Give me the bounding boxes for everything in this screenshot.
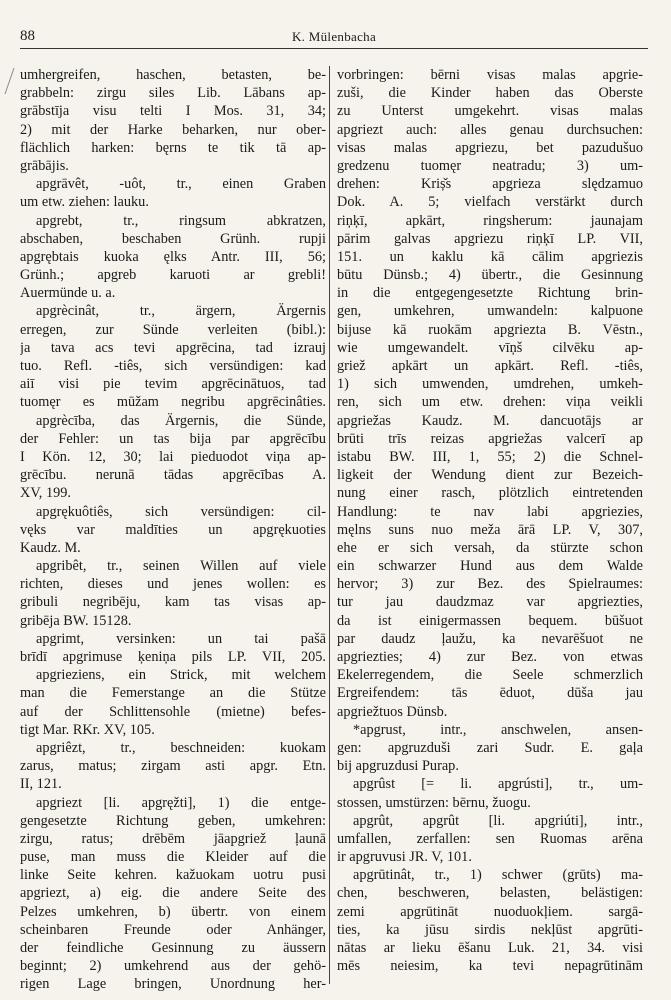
text-line: auf der Schlittensohle (mietne) befes- xyxy=(20,703,326,720)
text-line: 151. un kaklu kā cālim apgriezis xyxy=(337,248,643,265)
text-line: der feindliche Gesinnung zu äussern xyxy=(20,940,326,956)
text-line: flächlich harken: bęrns te tik tā ap- xyxy=(20,139,326,156)
text-line: drehen: Kriș̌s apgrieza slędzamuo xyxy=(337,176,643,193)
text-line: grābstīja visu telti I Mos. 31, 34; xyxy=(20,103,326,120)
text-line: apgribêt, tr., seinen Willen auf viele xyxy=(36,558,326,575)
text-line: da ist einigermassen bequem. būšuot xyxy=(337,612,643,629)
running-title: K. Mülenbacha xyxy=(291,29,377,44)
text-line: 2) mit der Harke beharken, nur ober- xyxy=(20,121,326,138)
left-column xyxy=(20,66,326,994)
text-line: apgriezt, a) eig. die andere Seite des xyxy=(20,885,326,902)
text-line: apgriêzt, tr., beschneiden: kuokam xyxy=(36,739,326,756)
text-line: Ekelerregendem, die Seele schmerzlich xyxy=(337,667,643,684)
text-line: Grünh.; apgreb karuoti ar grebli! xyxy=(20,267,326,284)
text-line: mēs neiesim, ka tevi nepagrūtinām xyxy=(337,958,643,975)
margin-pencil-mark xyxy=(2,66,16,96)
text-line: apgrebt, tr., ringsum abkratzen, xyxy=(36,212,326,229)
text-line: gribuli negribēju, kam tas visas ap- xyxy=(20,594,326,611)
text-line: tuo. Refl. -tiês, sich versündigen: kad xyxy=(20,358,326,374)
text-line: Handlung: te nav labi apgriezies, xyxy=(337,503,643,520)
text-line: brīdī apgrimuse ķeniņa pils LP. VII, 205. xyxy=(20,649,326,665)
text-line: zarus, matus; zirgam asti apgr. Etn. xyxy=(20,758,326,775)
text-line: II, 121. xyxy=(20,776,62,793)
text-line: zemi apgrūtināt nuoduokļiem. sargā- xyxy=(337,903,643,920)
text-line: stossen, umstürzen: bērnu, žuogu. xyxy=(337,794,531,811)
text-line: gengesetzte Richtung geben, umkehren: xyxy=(20,812,326,829)
text-line: vęks var maldīties un apgrękuoties xyxy=(20,521,326,538)
text-line: man die Femerstange an die Stütze xyxy=(20,685,326,702)
text-line: Pelzes umkehren, b) übertr. von einem xyxy=(20,903,326,920)
text-line: ehe er sich versah, da stürzte schon xyxy=(337,539,643,556)
text-line: abschaben, beschaben Grünh. rupji xyxy=(20,230,326,247)
text-line: apgrècība, das Ärgernis, die Sünde, xyxy=(36,412,326,429)
text-line: der Fehler: un tas bija par apgrēcību xyxy=(20,430,326,447)
text-line: vorbringen: bērni visas malas apgrie- xyxy=(337,67,643,83)
text-line: grābājis. xyxy=(20,157,69,174)
text-line: scheinbaren Freunde oder Anhänger, xyxy=(20,921,326,938)
text-line: Auermünde u. a. xyxy=(20,285,116,302)
text-line: ja tava acs tevi apgrēcina, tad izrauj xyxy=(20,339,326,356)
text-line: tur jau daudzmaz var apgriezties, xyxy=(337,594,643,611)
text-line: būtu Dünsb.; 4) übertr., die Gesinnung xyxy=(337,267,643,284)
text-line: erregen, zur Sünde verleiten (bibl.): xyxy=(20,321,326,338)
text-line: zuši, die Kinder haben das Oberste xyxy=(337,85,643,102)
text-line: umhergreifen, haschen, betasten, be- xyxy=(20,67,326,83)
text-line: wie umgewandelt. vīņš cilvēku ap- xyxy=(337,339,643,356)
text-line: rigen Lage bringen, Unordnung her- xyxy=(20,976,326,993)
text-line: zu Unterst umgekehrt. visas malas xyxy=(337,103,643,120)
text-line: visas malas apgriezu, bet pazudušuo xyxy=(337,139,643,156)
text-line: tigt Mar. RKr. XV, 105. xyxy=(20,721,155,738)
text-line: griež apkārt un apkārt. Refl. -tiês, xyxy=(337,358,643,374)
text-line: apgrimt, versinken: un tai pašā xyxy=(36,630,326,647)
text-line: nātas ar lieku ēšanu Luk. 21, 34. visi xyxy=(337,940,643,956)
column-divider xyxy=(329,66,330,984)
text-line: apgrût, apgrût [li. apgriúti], intr., xyxy=(353,812,643,829)
text-line: ein schwarzer Hund aus dem Walde xyxy=(337,558,643,575)
text-line: zirgu, ratus; drēbēm jāapgriež ļaunā xyxy=(20,830,326,847)
text-line: chen, beschweren, belasten, belästigen: xyxy=(337,885,643,902)
text-line: ties, ka jūsu sirdis nekļūst apgrūti- xyxy=(337,921,643,938)
text-line: apgrûst [= li. apgrústi], tr., um- xyxy=(353,776,643,793)
text-line: Dok. A. 5; vielfach verstärkt durch xyxy=(337,194,643,211)
text-line: istabu BW. III, 1, 55; 2) die Schnel- xyxy=(337,448,643,465)
text-line: Ergreifendem: tās ēduot, dūša jau xyxy=(337,685,643,702)
text-line: Kaudz. M. xyxy=(20,539,81,556)
text-line: apgriežas Kaudz. M. dancuotājs ar xyxy=(337,412,643,429)
text-line: męlns suns nuo meža ārā LP. V, 307, xyxy=(337,521,643,538)
text-line: bij apgruzdusi Purap. xyxy=(337,758,459,775)
text-line: riņķī, apkārt, ringsherum: jaunajam xyxy=(337,212,643,229)
text-line: 1) sich umwenden, umdrehen, umkeh- xyxy=(337,376,643,393)
text-line: puse, man muss die Kleider auf die xyxy=(20,849,326,866)
text-line: apgrūtinât, tr., 1) schwer (grūts) ma- xyxy=(353,867,643,884)
text-line: nung einer rasch, plötzlich eintretenden xyxy=(337,485,643,502)
text-line: tuomęr es mūžam negribu apgrēcinâties. xyxy=(20,394,326,411)
text-line: linke Seite kehren. kažuokam uotru pusi xyxy=(20,867,326,884)
text-line: apgrękuôtiês, sich versündigen: cil- xyxy=(36,503,326,520)
page-header xyxy=(20,28,648,49)
text-line: apgrieziens, ein Strick, mit welchem xyxy=(36,667,326,684)
page-number: 88 xyxy=(20,28,35,44)
text-line: ligkeit der Wendung dient zur Bezeich- xyxy=(337,467,643,484)
text-line: gribēja BW. 15128. xyxy=(20,612,132,629)
text-line: par daudz ļaužu, ka nevarēšuot ne xyxy=(337,630,643,647)
text-line: apgriezt auch: alles genau durchsuchen: xyxy=(337,121,643,138)
text-line: apgriezt [li. apgręžti], 1) die entge- xyxy=(36,794,326,811)
text-line: pārim galvas apgriezu riņķī LP. VII, xyxy=(337,230,643,247)
text-line: hervor; 3) zur Bez. des Spielraumes: xyxy=(337,576,643,593)
text-line: apgriežtuos Dünsb. xyxy=(337,703,448,720)
text-line: in die entgegengesetzte Richtung brin- xyxy=(337,285,643,302)
text-line: I Kön. 12, 30; lai pieduodot viņa ap- xyxy=(20,448,326,465)
text-line: aiī visi pie tevim apgrēcinātuos, tad xyxy=(20,376,326,393)
text-line: ren, sich um etw. drehen: viņa veikli xyxy=(337,394,643,411)
text-line: gen: apgruzduši zari Sudr. E. gaļa xyxy=(337,739,643,756)
text-line: apgriezties; 4) zur Bez. von etwas xyxy=(337,649,643,665)
text-line: um etw. ziehen: lauku. xyxy=(20,194,149,211)
text-line: gredzenu tuomęr neatradu; 3) um- xyxy=(337,157,643,174)
text-line: bijuse kā ruokām apgriezta B. Vēstn., xyxy=(337,321,643,338)
text-line: umfallen, zerfallen: sen Ruomas arēna xyxy=(337,830,643,847)
text-line: XV, 199. xyxy=(20,485,71,502)
text-line: ir apgruvusi JR. V, 101. xyxy=(337,849,472,866)
text-line: *apgrust, intr., anschwelen, ansen- xyxy=(353,721,643,738)
text-line: grēcību. nerunā tādas apgrēcības A. xyxy=(20,467,326,484)
text-line: beginnt; 2) umkehrend aus der gehö- xyxy=(20,958,326,975)
text-line: grabbeln: zirgu siles Lib. Lābans ap- xyxy=(20,85,326,102)
text-line: brūti trīs reizas apgriežas valcerī ap xyxy=(337,430,643,447)
text-line: richten, dieses und jenes wollen: es xyxy=(20,576,326,593)
text-line: gen, umkehren, umwandeln: kalpuone xyxy=(337,303,643,320)
text-line: apgrècinât, tr., ärgern, Ärgernis xyxy=(36,303,326,320)
text-line: apgrāvêt, -uôt, tr., einen Graben xyxy=(36,176,326,193)
text-line: apgrębtais kuoka ęlks Antr. III, 56; xyxy=(20,248,326,265)
right-column xyxy=(337,66,643,975)
